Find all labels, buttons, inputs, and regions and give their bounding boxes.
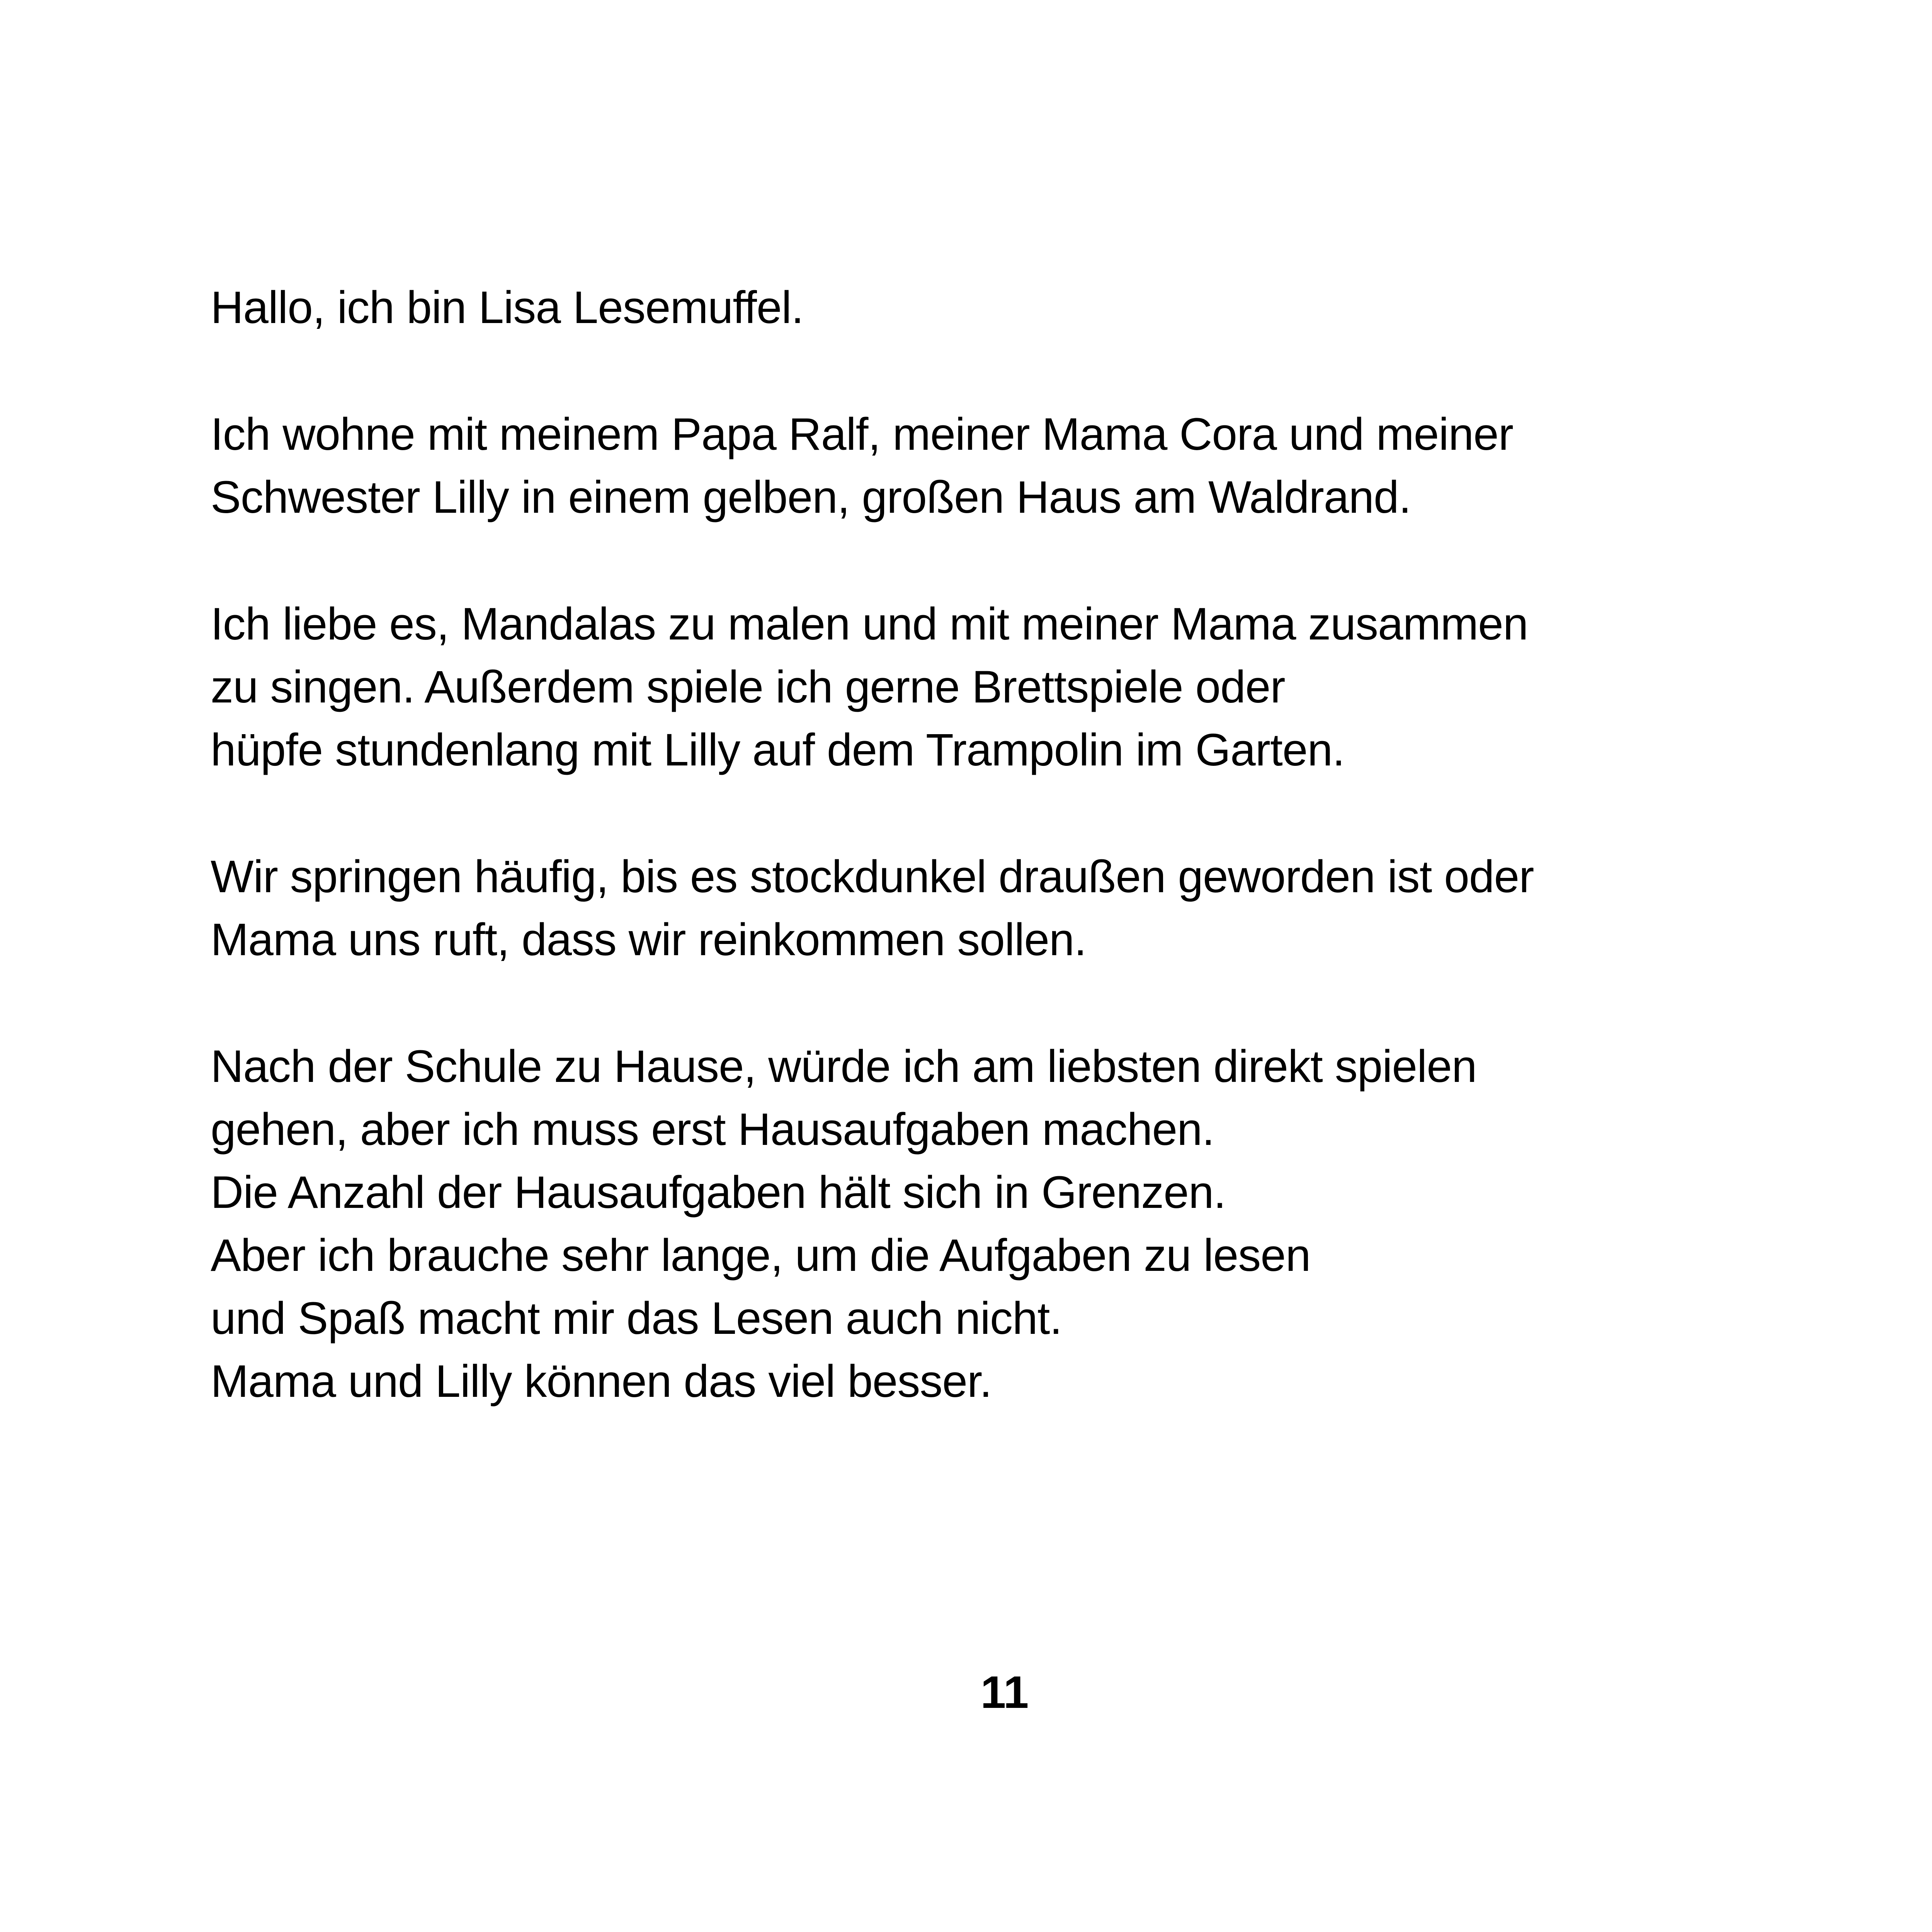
- paragraph-introduction: [211, 276, 1872, 339]
- paragraph-family: [211, 403, 1872, 529]
- text-line: Aber ich brauche sehr lange, um die Aufgaben zu lesen: [211, 1230, 1311, 1281]
- text-line: Mama und Lilly können das viel besser.: [211, 1356, 992, 1407]
- paragraph-hobbies: [211, 593, 1872, 782]
- text-line: zu singen. Außerdem spiele ich gerne Brettspiele oder: [211, 662, 1285, 713]
- text-line: Nach der Schule zu Hause, würde ich am liebsten direkt spielen: [211, 1041, 1477, 1092]
- page-number: 11: [980, 1667, 1029, 1718]
- text-line: Die Anzahl der Hausaufgaben hält sich in Grenzen.: [211, 1167, 1226, 1218]
- text-line: Wir springen häufig, bis es stockdunkel draußen geworden ist oder: [211, 851, 1534, 902]
- text-line: Schwester Lilly in einem gelben, großen Haus am Waldrand.: [211, 472, 1411, 523]
- text-line: gehen, aber ich muss erst Hausaufgaben machen.: [211, 1104, 1214, 1155]
- paragraph-trampoline: [211, 845, 1872, 971]
- text-line: Ich wohne mit meinem Papa Ralf, meiner Mama Cora und meiner: [211, 409, 1514, 460]
- text-line: und Spaß macht mir das Lesen auch nicht.: [211, 1293, 1062, 1344]
- paragraph-homework: [211, 1035, 1872, 1413]
- text-line: Ich liebe es, Mandalas zu malen und mit meiner Mama zusammen: [211, 599, 1528, 650]
- body-text: [211, 276, 1872, 1477]
- text-line: Hallo, ich bin Lisa Lesemuffel.: [211, 282, 804, 333]
- text-line: hüpfe stundenlang mit Lilly auf dem Trampolin im Garten.: [211, 724, 1345, 776]
- text-line: Mama uns ruft, dass wir reinkommen sollen.: [211, 914, 1087, 965]
